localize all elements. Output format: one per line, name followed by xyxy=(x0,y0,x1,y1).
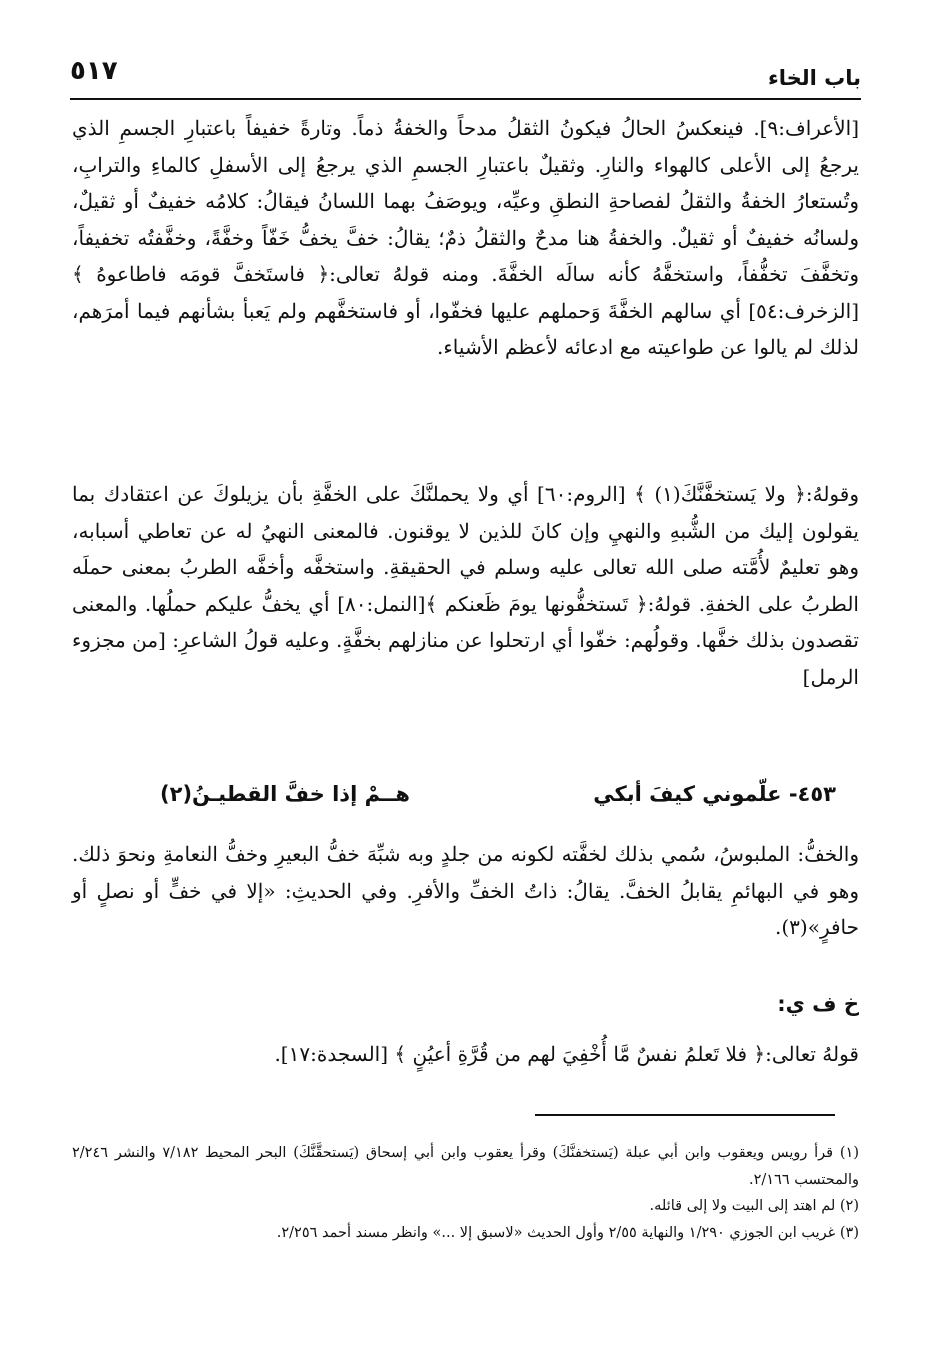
verse-second-half: هــمْ إذا خفَّ القطيـنُ(٢) xyxy=(160,782,410,806)
paragraph-2: وقولهُ:﴿ ولا يَستخفَّنَّكَ(١) ﴾ [الروم:٦٠] أي ولا يحملنَّكَ على الخفَّةِ بأن يزيلوكَ عن اعتقادك بما يقولون إليك من الشُّبهِ والنهيِ وإن كانَ للذين لا يوقنون. فالمعنى النهيُ له عن تعاطي أسبابه، وهو تعليمٌ لأُمَّته صلى الله تعالى عليه وسلم في الحقيقةِ. واستخفَّه وأخفَّه الطربُ بمعنى حملَه الطربُ على الخفةِ. قولهُ:﴿ تَستخفُّونها يومَ ظَعنكم ﴾[النمل:٨٠] أي يخفُّ عليكم حملُها. والمعنى تقصدون بذلك خفَّها. وقولُهم: خفّوا أي ارتحلوا عن منازلهم بخفَّةٍ. وعليه قولُ الشاعرِ: [من مجزوء الرمل] xyxy=(72,482,859,689)
footnote-divider xyxy=(535,1114,835,1116)
page-number: ٥١٧ xyxy=(70,56,118,86)
section-heading: خ ف ي: xyxy=(777,992,859,1016)
lower-text xyxy=(72,836,859,946)
header-divider xyxy=(70,98,861,100)
page-header xyxy=(70,52,861,98)
footnotes xyxy=(72,1140,859,1246)
main-text xyxy=(72,110,859,746)
paragraph-1: [الأعراف:٩]. فينعكسُ الحالُ فيكونُ الثقلُ مدحاً والخفةُ ذماً. وتارةً خفيفاً باعتبارِ الجسمِ الذي يرجعُ إلى الأعلى كالهواء والنارِ. وثقيلٌ باعتبارِ الجسمِ الذي يرجعُ إلى الأسفلِ كالماءِ والترابِ، وتُستعارُ الخفةُ والثقلُ لفصاحةِ النطقِ وعيِّه، ويوصَفُ بهما اللسانُ فيقالُ: كلامُه خفيفٌ أو ثقيلٌ، ولسانُه خفيفٌ أو ثقيلٌ. والخفةُ هنا مدحٌ والثقلُ ذمٌ؛ يقالُ: خفَّ يخفُّ خَفّاً وخفَّةً، وخفَّفتُه تخفيفاً، وتخفَّفَ تخفُّفاً، واستخفَّهُ كأنه سالَه الخفَّةَ. ومنه قولهُ تعالى:﴿ فاستَخفَّ قومَه فاطاعوهُ ﴾ [الزخرف:٥٤] أي سالهم الخفَّةَ وَحملهم عليها فخفّوا، أو فاستخفَّهم ولم يَعبأ بشأنهم فيما أمرَهم، لذلك لم يالوا عن طواعيته مع ادعائه لأعظم الأشياء. xyxy=(72,116,859,359)
poetry-verse xyxy=(160,780,836,820)
footnote-3: (٣) غريب ابن الجوزي ١/٢٩٠ والنهاية ٢/٥٥ وأول الحديث «لاسبق إلا ...» وانظر مسند أحمد ٢/٢٥٦. xyxy=(276,1224,859,1241)
footnote-1: (١) قرأ رويس ويعقوب وابن أبي عبلة (يَستخفنَّكَ) وقرأ يعقوب وابن أبي إسحاق (يَستحقَّنَّكَ) البحر المحيط ٧/١٨٢ والنشر ٢/٢٤٦ والمحتسب ٢/١٦٦. xyxy=(72,1145,859,1188)
verse-first-half: ٤٥٣- علّموني كيفَ أبكي xyxy=(593,782,836,806)
section-text: قولهُ تعالى:﴿ فلا تَعلمُ نفسٌ مَّا أُخْفِيَ لهم من قُرَّةِ أعيُنٍ ﴾ [السجدة:١٧]. xyxy=(274,1042,859,1066)
footnote-2: (٢) لم اهتد إلى البيت ولا إلى قائله. xyxy=(649,1198,859,1214)
chapter-title: باب الخاء xyxy=(767,66,861,90)
paragraph-3: والخفُّ: الملبوسُ، سُمي بذلك لخفَّته لكونه من جلدٍ وبه شبِّهَ خفُّ البعيرِ وخفُّ النعامةِ ونحوَ ذلك. وهو في البهائمِ يقابلُ الخفَّ. يقالُ: ذاتُ الخفِّ والأفرِ. وفي الحديثِ: «إلا في خفٍّ أو نصلٍ أو حافرٍ»(٣). xyxy=(72,842,859,939)
